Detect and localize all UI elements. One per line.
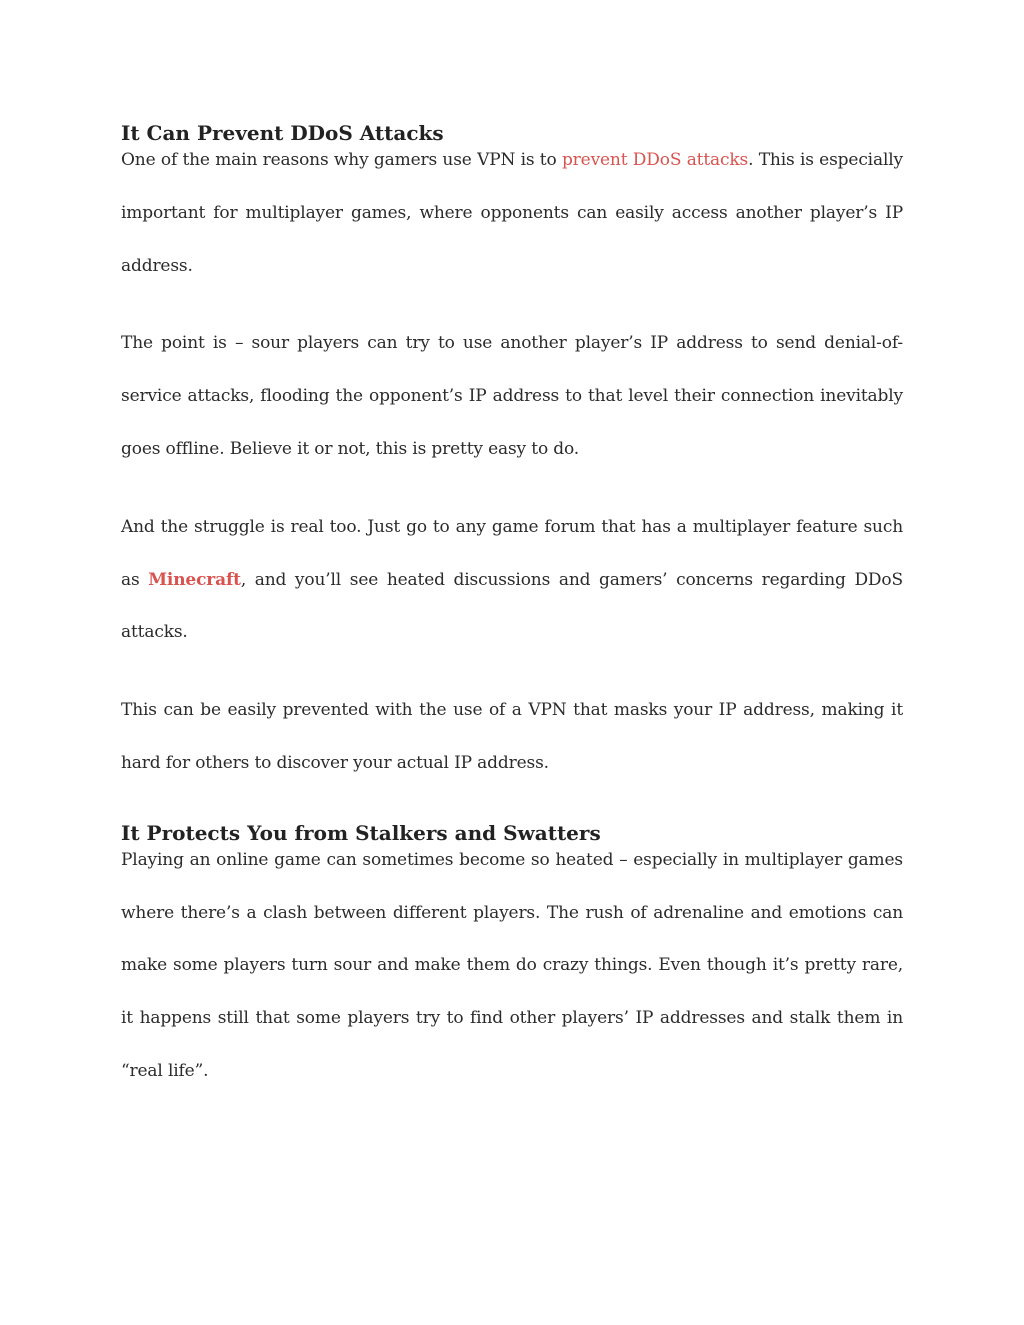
prevent-ddos-link[interactable]: prevent DDoS attacks xyxy=(561,150,749,170)
paragraph-text: And the struggle is real too. Just go to any game forum that has a multiplayer feature such as xyxy=(121,516,903,590)
paragraph-text: One of the main reasons why gamers use VPN is to xyxy=(121,150,562,170)
paragraph-text: , and you’ll see heated discussions and gamers’ concerns regarding DDoS attacks. xyxy=(121,569,903,643)
paragraph-ddos-intro xyxy=(121,134,903,292)
document-page xyxy=(121,119,903,1098)
paragraph-stalkers: Playing an online game can sometimes become so heated – especially in multiplayer games where there’s a clash between different players. The rush of adrenaline and emotions can make some players turn sour and make them do crazy things. Even though it’s pretty rare, it happens still that some players try to find other players’ IP addresses and stalk them in “real life”. xyxy=(121,849,903,1081)
section-heading-ddos: It Can Prevent DDoS Attacks xyxy=(121,121,444,145)
paragraph-text: . This is especially important for multiplayer games, where opponents can easily access another player’s IP address. xyxy=(121,150,903,276)
paragraph-ddos-point: The point is – sour players can try to use another player’s IP address to send denial-of-service attacks, flooding the opponent’s IP address to that level their connection inevitably goes offline. Believe it or not, this is pretty easy to do. xyxy=(121,333,903,459)
section-heading-stalkers: It Protects You from Stalkers and Swatters xyxy=(121,820,601,845)
paragraph-ddos-prevention: This can be easily prevented with the use of a VPN that masks your IP address, making it hard for others to discover your actual IP address. xyxy=(121,700,903,773)
paragraph-ddos-struggle xyxy=(121,501,903,659)
minecraft-link[interactable]: Minecraft xyxy=(148,569,241,590)
